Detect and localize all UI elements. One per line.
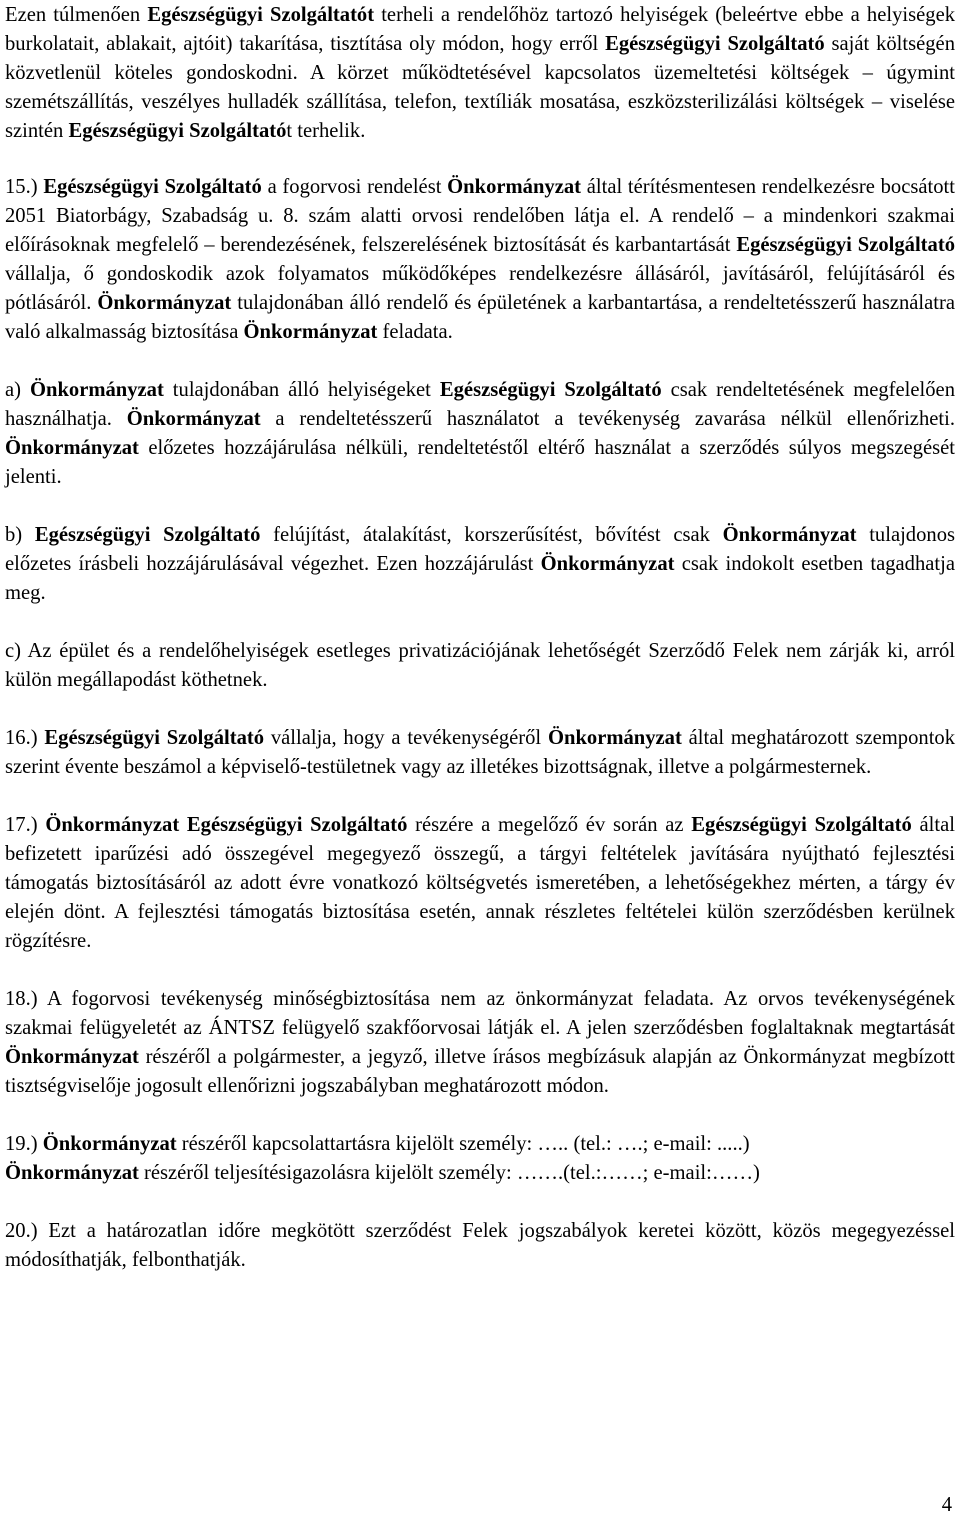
text-run: tulajdonos előzetes írásbeli hozzájárulásával végezhet. Ezen hozzájárulást [5,524,956,575]
text-run: tulajdonában álló rendelő és épületének a karbantartása, a rendeltetésszerű használatra való alkalmasság biztosítása [5,292,955,343]
paragraph-18 [5,985,955,1101]
text-run: 17.) [5,814,46,836]
bold-term: Önkormányzat [5,437,139,459]
text-run: részére a megelőző év során az [407,814,692,836]
bold-term: Egészségügyi Szolgáltató [439,379,662,401]
text-run: által befizetett iparűzési adó összegével megegyező összegű, a tárgyi feltételek javítására nyújtható fejlesztési támogatás biztosításáról az adott évre vonatkozó költségvetés ismeretében, a lehetőségekhez mérten, a tárgy év elején dönt. A fejlesztési támogatás biztosítása esetén, annak részletes feltételei külön szerződésben kerülnek rögzítésre. [5,814,955,952]
text-run: 15.) [5,176,44,198]
text-run: c) Az épület és a rendelőhelyiségek esetleges privatizációjának lehetőségét Szerződő Felek nem zárják ki, arról külön megállapodást köthetnek. [5,640,955,691]
bold-term: Egészségügyi Szolgáltató [691,814,912,836]
bold-term: Egészségügyi Szolgáltató [68,120,287,142]
paragraph-16 [5,724,955,782]
paragraph-17 [5,811,955,956]
text-run: 18.) A fogorvosi tevékenység minőségbiztosítása nem az önkormányzat feladata. Az orvos tevékenységének szakmai felügyeletét az ÁNTSZ felügyelő szakfőorvosai látják el. A jelen szerződésben foglaltaknak megtartását [5,988,955,1039]
bold-term: Önkormányzat [42,1133,177,1155]
paragraph-15b [5,521,955,608]
paragraph-intro [5,1,955,146]
text-run: által meghatározott szempontok szerint évente beszámol a képviselő-testületnek vagy az illetékes bizottságnak, illetve a polgármesternek. [5,727,956,778]
text-run: b) [5,524,35,546]
bold-term: Egészségügyi Szolgáltató [43,176,262,198]
page-number: 4 [941,1494,952,1516]
bold-term: Önkormányzat Egészségügyi Szolgáltató [45,814,408,836]
bold-term: Egészségügyi Szolgáltató [605,33,825,55]
bold-term: Egészségügyi Szolgáltató [34,524,261,546]
text-run: a rendeltetésszerű használatot a tevékenység zavarása nélkül ellenőrizheti. [260,408,955,430]
text-run: t terhelik. [286,120,366,142]
text-run: terheli a rendelőhöz tartozó helyiségek (beleértve ebbe a helyiségek burkolatait, ablakait, ajtóit) takarítása, tisztítása oly módon, hogy erről [5,4,956,55]
document-page [5,0,955,1275]
text-run: részéről teljesítésigazolásra kijelölt személy: …….(tel.:……; e-mail:……) [138,1162,760,1184]
paragraph-19 [5,1130,955,1188]
bold-term: Egészségügyi Szolgáltató [736,234,955,256]
paragraph-20 [5,1217,955,1275]
text-run: 16.) [5,727,45,749]
bold-term: Önkormányzat [126,408,261,430]
text-run: felújítást, átalakítást, korszerűsítést, bővítést csak [260,524,723,546]
bold-term: Önkormányzat [29,379,164,401]
text-run: a) [5,379,30,401]
bold-term: Önkormányzat [97,292,232,314]
text-run: csak indokolt esetben tagadhatja meg. [5,553,955,604]
bold-term: Önkormányzat [447,176,582,198]
text-run: 20.) Ezt a határozatlan időre megkötött szerződést Felek jogszabályok keretei között, közös megegyezéssel módosíthatják, felbonthatják. [5,1220,955,1271]
text-run: a fogorvosi rendelést [261,176,448,198]
bold-term: Önkormányzat [722,524,857,546]
text-run: részéről kapcsolattartásra kijelölt személy: ….. (tel.: ….; e-mail: .....) [176,1133,750,1155]
text-run: részéről a polgármester, a jegyző, illetve írásos megbízásuk alapján az Önkormányzat megbízott tisztségviselője jogosult ellenőrizni jogszabályban meghatározott módon. [5,1046,955,1097]
paragraph-15 [5,173,955,347]
bold-term: Önkormányzat [5,1162,139,1184]
text-run: csak rendeltetésének megfelelően használhatja. [5,379,955,430]
text-run: saját költségén közvetlenül köteles gondoskodni. A körzet működtetésével kapcsolatos üzemeltetési költségek – úgymint szemétszállítás, veszélyes hulladék szállítása, telefon, textíliák mosatása, eszközsterilizálási költségek – viselése szintén [5,33,955,142]
bold-term: Önkormányzat [540,553,675,575]
text-run: tulajdonában álló helyiségeket [163,379,440,401]
bold-term: Önkormányzat [5,1046,139,1068]
text-run: 19.) [5,1133,43,1155]
text-run: vállalja, hogy a tevékenységéről [264,727,548,749]
text-run: Ezen túlmenően [5,4,148,26]
text-run: által térítésmentesen rendelkezésre bocsátott 2051 Biatorbágy, Szabadság u. 8. szám alatti orvosi rendelőben látja el. A rendelő – a mindenkori szakmai előírásoknak megfelelő – berendezésének, felszerelésének biztosítását és karbantartását [5,176,955,256]
paragraph-15c [5,637,955,695]
bold-term: Egészségügyi Szolgáltató [44,727,265,749]
text-run: vállalja, ő gondoskodik azok folyamatos működőképes rendelkezésre állásáról, javításáról, felújításáról és pótlásáról. [5,263,955,314]
text-run: előzetes hozzájárulása nélküli, rendeltetéstől eltérő használat a szerződés súlyos megszegését jelenti. [5,437,955,488]
text-run: feladata. [377,321,453,343]
paragraph-15a [5,376,955,492]
bold-term: Egészségügyi Szolgáltatót [147,4,375,26]
bold-term: Önkormányzat [547,727,682,749]
bold-term: Önkormányzat [243,321,378,343]
